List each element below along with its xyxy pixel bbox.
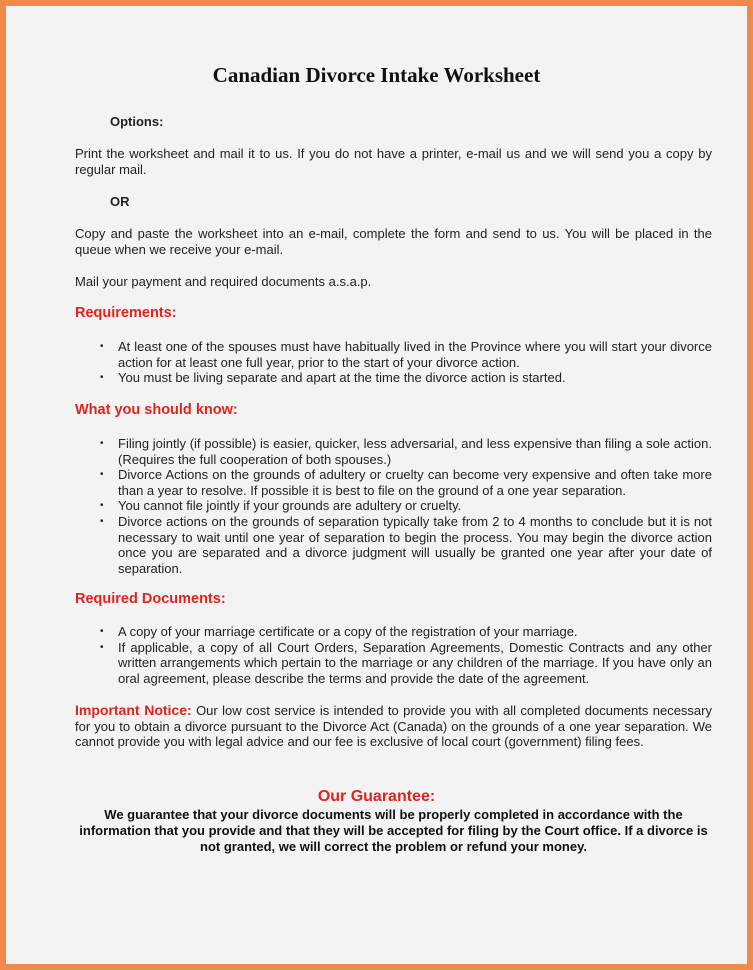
notice-label: Important Notice: <box>75 702 192 718</box>
mail-payment-text: Mail your payment and required documents a.s.a.p. <box>75 274 372 289</box>
list-item: • At least one of the spouses must have habitually lived in the Province where you will start your divorce action for at least one full year, prior to the start of your divorce action. <box>75 339 712 370</box>
important-notice <box>75 703 712 750</box>
list-item: • A copy of your marriage certificate or a copy of the registration of your marriage. <box>75 624 712 640</box>
list-item: • You must be living separate and apart at the time the divorce action is started. <box>75 370 712 386</box>
option-2-text: Copy and paste the worksheet into an e-mail, complete the form and send to us. You will be placed in the queue when we receive your e-mail. <box>75 226 712 257</box>
docs-list <box>75 624 712 686</box>
or-label: OR <box>110 194 130 209</box>
guarantee-text: We guarantee that your divorce documents will be properly completed in accordance with the information that you provide and that they will be accepted for filing by the Court office. If a divorce is not granted, we will correct the problem or refund your money. <box>79 807 708 854</box>
option-1-text: Print the worksheet and mail it to us. If you do not have a printer, e-mail us and we will send you a copy by regular mail. <box>75 146 712 177</box>
requirements-list <box>75 339 712 386</box>
list-item: • If applicable, a copy of all Court Orders, Separation Agreements, Domestic Contracts and any other written arrangements which pertain to the marriage or any children of the marriage. If you have only an oral agreement, please describe the terms and provide the date of the agreement. <box>75 640 712 687</box>
options-label: Options: <box>110 114 164 129</box>
docs-heading: Required Documents: <box>75 591 226 607</box>
requirements-heading: Requirements: <box>75 305 177 321</box>
know-list <box>75 436 712 576</box>
list-item: • Filing jointly (if possible) is easier, quicker, less adversarial, and less expensive than filing a sole action. (Requires the full cooperation of both spouses.) <box>75 436 712 467</box>
document-title: Canadian Divorce Intake Worksheet <box>212 63 541 87</box>
list-item: • Divorce actions on the grounds of separation typically take from 2 to 4 months to conclude but it is not necessary to wait until one year of separation to begin the process. You may begin the divorce action once you are separated and a divorce judgment will usually be granted one year after your date of separation. <box>75 514 712 576</box>
list-item: • Divorce Actions on the grounds of adultery or cruelty can become very expensive and often take more than a year to resolve. If possible it is best to file on the ground of a one year separation. <box>75 467 712 498</box>
document-page <box>6 6 747 964</box>
list-item: • You cannot file jointly if your grounds are adultery or cruelty. <box>75 498 712 514</box>
notice-text: Our low cost service is intended to provide you with all completed documents necessary for you to obtain a divorce pursuant to the Divorce Act (Canada) on the grounds of a one year separation. We cannot provide you with legal advice and our fee is exclusive of local court (government) filing fees. <box>75 703 712 750</box>
know-heading: What you should know: <box>75 402 238 418</box>
guarantee-heading: Our Guarantee: <box>317 788 436 805</box>
